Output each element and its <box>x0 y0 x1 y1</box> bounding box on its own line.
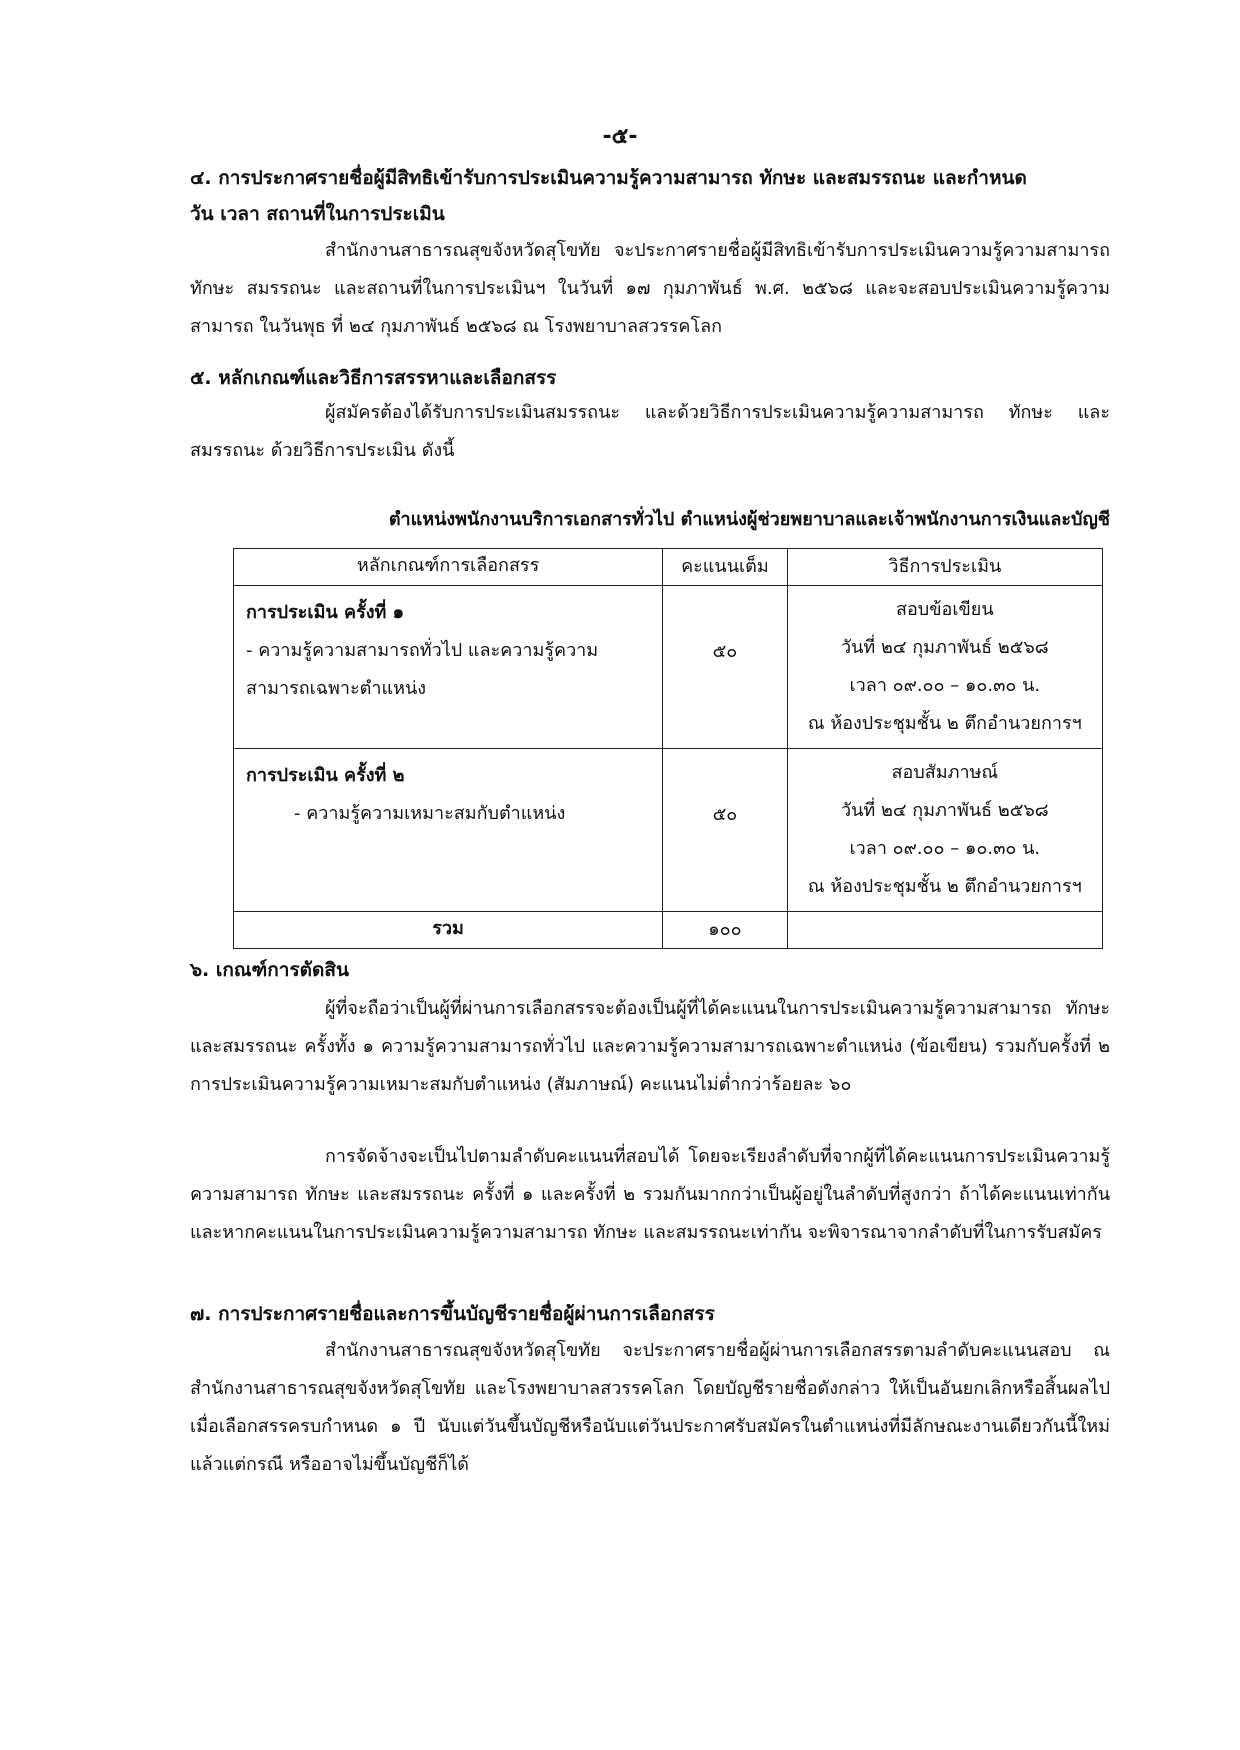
row2-method-type: สอบสัมภาษณ์ <box>891 762 999 783</box>
page-number: -๕- <box>602 124 638 149</box>
row1-score-cell <box>663 586 788 749</box>
section4-body-text: สำนักงานสาธารณสุขจังหวัดสุโขทัย จะประกาศรายชื่อผู้มีสิทธิเข้ารับการประเมินความรู้ความสามารถ ทักษะ สมรรถนะ และสถานที่ในการประเมินฯ ในวันที่ ๑๗ กุมภาพันธ์ พ.ศ. ๒๕๖๘ และจะสอบประเมินความรู้ความสามารถ ในวันพุธ ที่ ๒๔ กุมภาพันธ์ ๒๕๖๘ ณ โรงพยาบาลสวรรคโลก <box>190 240 1110 337</box>
row2-method-cell <box>787 749 1102 912</box>
row1-method-type: สอบข้อเขียน <box>896 599 994 620</box>
row1-method-date: วันที่ ๒๔ กุมภาพันธ์ ๒๕๖๘ <box>841 637 1049 658</box>
table-row <box>234 749 1103 912</box>
row1-method-time: เวลา ๐๙.๐๐ – ๑๐.๓๐ น. <box>849 675 1041 696</box>
row2-method-time: เวลา ๐๙.๐๐ – ๑๐.๓๐ น. <box>849 838 1041 859</box>
section6-heading: ๖. เกณฑ์การตัดสิน <box>190 959 349 981</box>
section5-body <box>190 394 1110 470</box>
total-score: ๑๐๐ <box>663 912 788 949</box>
table-row <box>234 586 1103 749</box>
header-method: วิธีการประเมิน <box>787 549 1102 586</box>
row1-criteria <box>234 586 663 749</box>
row2-item: - ความรู้ความเหมาะสมกับตำแหน่ง <box>294 803 566 824</box>
row1-title: การประเมิน ครั้งที่ ๑ <box>246 602 405 623</box>
section5-body-text: ผู้สมัครต้องได้รับการประเมินสมรรถนะ และด้วยวิธีการประเมินความรู้ความสามารถ ทักษะ และสมรรถนะ ด้วยวิธีการประเมิน ดังนี้ <box>190 402 1110 461</box>
section7-heading: ๗. การประกาศรายชื่อและการขึ้นบัญชีรายชื่อผู้ผ่านการเลือกสรร <box>190 1303 715 1325</box>
section7-body-text: สำนักงานสาธารณสุขจังหวัดสุโขทัย จะประกาศรายชื่อผู้ผ่านการเลือกสรรตามลำดับคะแนนสอบ ณ สำนักงานสาธารณสุขจังหวัดสุโขทัย และโรงพยาบาลสวรรคโลก โดยบัญชีรายชื่อดังกล่าว ให้เป็นอันยกเลิกหรือสิ้นผลไปเมื่อเลือกสรรครบกำหนด ๑ ปี นับแต่วันขึ้นบัญชีหรือนับแต่วันประกาศรับสมัครในตำแหน่งที่มีลักษณะงานเดียวกันนี้ใหม่แล้วแต่กรณี หรืออาจไม่ขึ้นบัญชีก็ได้ <box>190 1340 1110 1475</box>
header-criteria: หลักเกณฑ์การเลือกสรร <box>234 549 663 586</box>
row2-method-date: วันที่ ๒๔ กุมภาพันธ์ ๒๕๖๘ <box>841 800 1049 821</box>
row1-item: - ความรู้ความสามารถทั่วไป และความรู้ความสามารถเฉพาะตำแหน่ง <box>246 640 599 699</box>
section6-body2-text: การจัดจ้างจะเป็นไปตามลำดับคะแนนที่สอบได้ โดยจะเรียงลำดับที่จากผู้ที่ได้คะแนนการประเมินความรู้ความสามารถ ทักษะ และสมรรถนะ ครั้งที่ ๑ และครั้งที่ ๒ รวมกันมากกว่าเป็นผู้อยู่ในลำดับที่สูงกว่า ถ้าได้คะแนนเท่ากัน และหากคะแนนในการประเมินความรู้ความสามารถ ทักษะ และสมรรถนะเท่ากัน จะพิจารณาจากลำดับที่ในการรับสมัคร <box>190 1146 1110 1243</box>
row2-method-place: ณ ห้องประชุมชั้น ๒ ตึกอำนวยการฯ <box>807 876 1082 897</box>
section4-body <box>190 232 1110 346</box>
table-caption: ตำแหน่งพนักงานบริการเอกสารทั่วไป ตำแหน่งผู้ช่วยพยาบาลและเจ้าพนักงานการเงินและบัญชี <box>388 509 1110 530</box>
row2-title: การประเมิน ครั้งที่ ๒ <box>246 765 405 786</box>
section7-body <box>190 1332 1110 1484</box>
section4-heading-line1: ๔. การประกาศรายชื่อผู้มีสิทธิเข้ารับการประเมินความรู้ความสามารถ ทักษะ และสมรรถนะ และกำหนด <box>190 167 1027 189</box>
row2-criteria <box>234 749 663 912</box>
table-header-row <box>234 549 1103 586</box>
row1-method-cell <box>787 586 1102 749</box>
section6-body1-text: ผู้ที่จะถือว่าเป็นผู้ที่ผ่านการเลือกสรรจะต้องเป็นผู้ที่ได้คะแนนในการประเมินความรู้ความสามารถ ทักษะ และสมรรถนะ ครั้งทั้ง ๑ ความรู้ความสามารถทั่วไป และความรู้ความสามารถเฉพาะตำแหน่ง (ข้อเขียน) รวมกับครั้งที่ ๒ การประเมินความรู้ความเหมาะสมกับตำแหน่ง (สัมภาษณ์) คะแนนไม่ต่ำกว่าร้อยละ ๖๐ <box>190 998 1110 1095</box>
section6-body2 <box>190 1138 1110 1252</box>
section4-heading-line2: วัน เวลา สถานที่ในการประเมิน <box>190 203 445 225</box>
criteria-table <box>233 548 1103 949</box>
header-full-score: คะแนนเต็ม <box>663 549 788 586</box>
row1-score: ๕๐ <box>712 641 738 662</box>
row2-score: ๕๐ <box>712 804 738 825</box>
section5-heading: ๕. หลักเกณฑ์และวิธีการสรรหาและเลือกสรร <box>190 367 557 389</box>
total-method-empty <box>787 912 1102 949</box>
section6-body1 <box>190 990 1110 1104</box>
table-total-row <box>234 912 1103 949</box>
row1-method-place: ณ ห้องประชุมชั้น ๒ ตึกอำนวยการฯ <box>807 713 1082 734</box>
row2-score-cell <box>663 749 788 912</box>
total-label: รวม <box>234 912 663 949</box>
